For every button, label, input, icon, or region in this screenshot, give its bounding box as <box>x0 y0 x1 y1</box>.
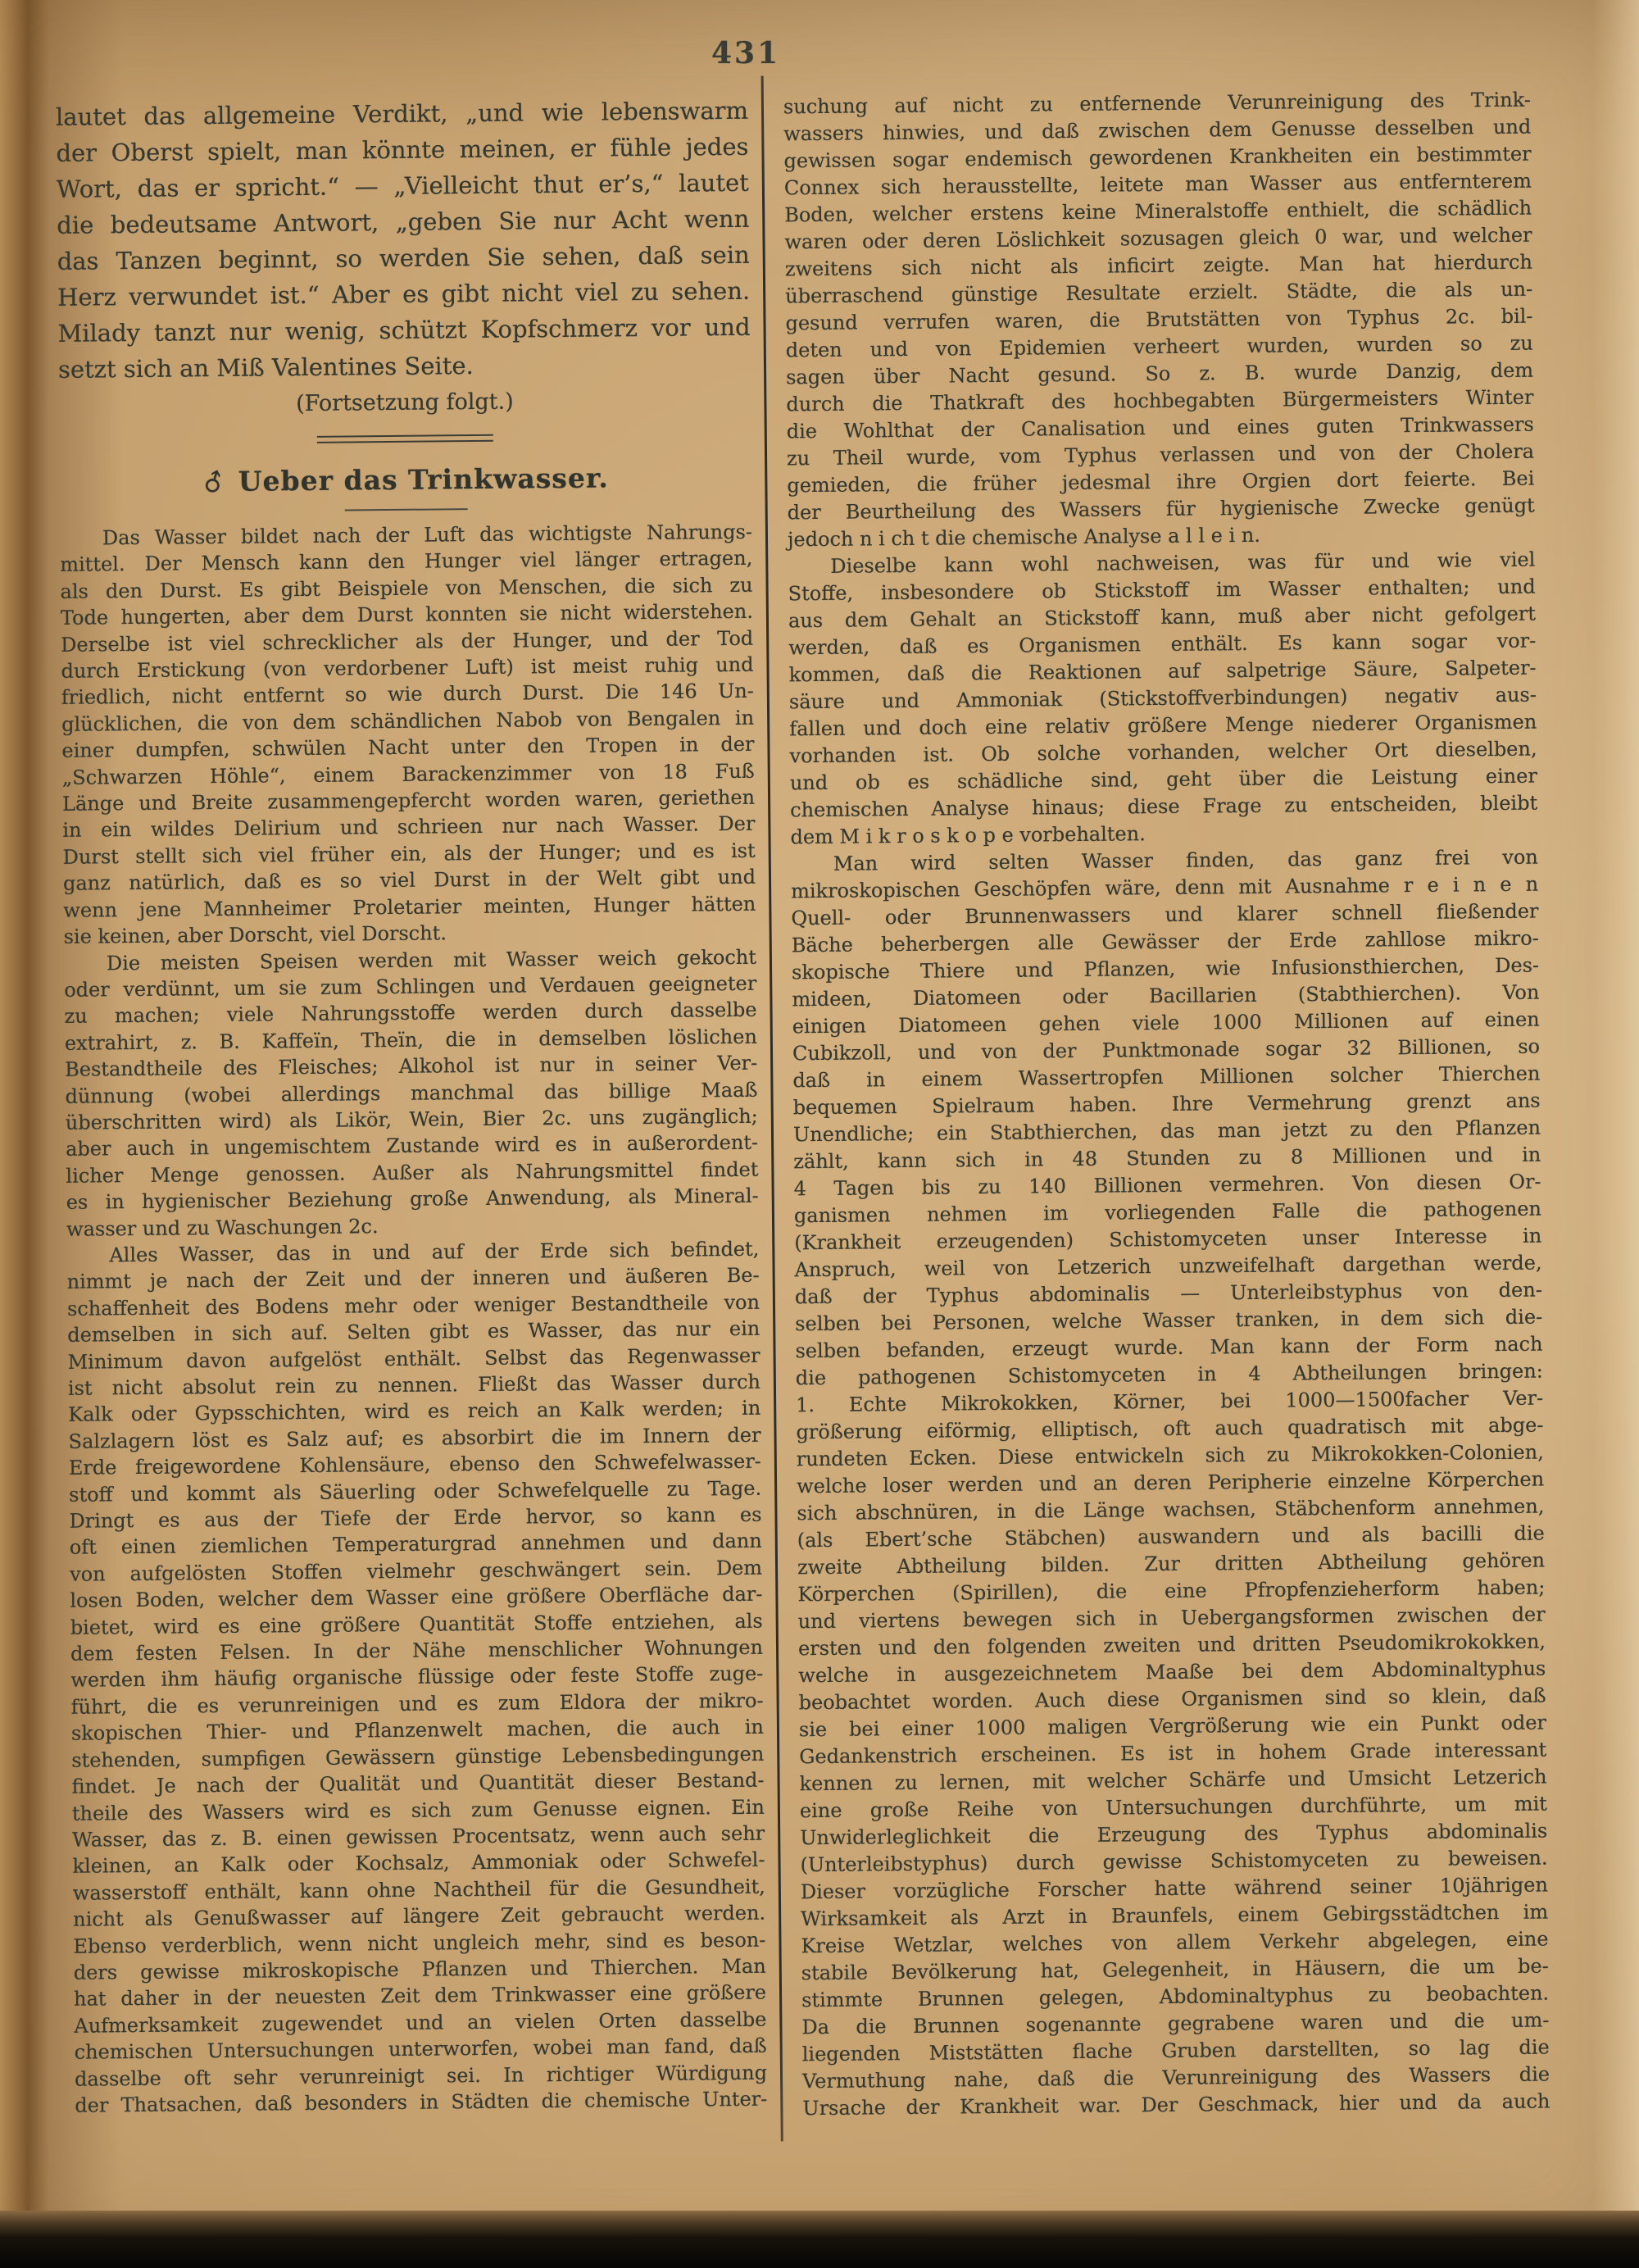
text-line: liegenden Miststätten flache Gruben darstellten, so lag die <box>801 2035 1550 2066</box>
text-line: wasserstoff enthält, kann ohne Nachtheil für die Gesundheit, <box>72 1875 765 1905</box>
text-line: nimmt je nach der Zeit und der inneren und äußeren Be- <box>66 1264 760 1294</box>
text-line: theile des Wassers wird es sich zum Genusse eignen. Ein <box>71 1795 765 1825</box>
text-line: Cubikzoll, und von der Punktmonade sogar 32 Billionen, so <box>792 1034 1541 1066</box>
article-paragraph-3 <box>66 1236 767 2119</box>
text-line: vorhanden ist. Ob solche vorhanden, welcher Ort dieselben, <box>789 737 1537 768</box>
text-line: dem festen Felsen. In der Nähe menschlicher Wohnungen <box>70 1635 764 1666</box>
text-line: schaffenheit des Bodens mehr oder weniger Bestandtheile von <box>66 1290 760 1320</box>
text-line: demselben in sich auf. Selten gibt es Wasser, das nur ein <box>67 1316 760 1348</box>
text-line: in ein wildes Delirium und schrieen nur nach Wasser. Der <box>62 812 756 843</box>
text-line: extrahirt, z. B. Kaffeïn, Theïn, die in demselben löslichen <box>64 1025 757 1055</box>
text-line: welche loser werden und an deren Peripherie einzelne Körperchen <box>796 1467 1545 1498</box>
text-line: stabile Bevölkerung hat, Gelegenheit, in Häusern, die um be- <box>801 1954 1549 1985</box>
article-paragraph-5 <box>791 844 1550 2123</box>
text-line: selben bei Personen, welche Wasser tranken, in dem sich die- <box>795 1305 1543 1336</box>
text-line: suchung auf nicht zu entfernende Verunreinigung des Trink- <box>783 88 1532 119</box>
text-line: Derselbe ist viel schrecklicher als der Hunger, und der Tod <box>61 626 754 657</box>
text-line: „Schwarzen Höhle“, einem Barackenzimmer von 18 Fuß <box>61 759 755 789</box>
mars-symbol-icon: ♂ <box>197 465 231 502</box>
text-line: aus dem Gehalt an Stickstoff kann, muß aber nicht gefolgert <box>788 602 1537 633</box>
text-line: nicht als Genußwasser auf längere Zeit gebraucht werden. <box>73 1901 766 1931</box>
text-line: Vermuthung nahe, daß die Verunreinigung des Wassers die <box>801 2062 1550 2093</box>
text-line: gesund verrufen waren, die Brutstätten von Typhus 2c. bil- <box>785 304 1533 335</box>
text-line: Dieselbe kann wohl nachweisen, was für und wie viel <box>830 548 1536 578</box>
text-line: mittel. Der Mensch kann den Hunger viel länger ertragen, <box>60 547 753 577</box>
text-line: die Wohlthat der Canalisation und eines guten Trinkwassers <box>786 412 1534 443</box>
text-line: Herz verwundet ist.“ Aber es gibt nicht viel zu sehen. <box>57 276 751 311</box>
text-line: licher Menge genossen. Außer als Nahrungsmittel findet <box>66 1157 759 1188</box>
text-line: sagen über Nacht gesund. So z. B. wurde Danzig, dem <box>786 358 1534 389</box>
text-line: (Krankheit erzeugenden) Schistomyceten unser Interesse in <box>794 1224 1542 1255</box>
text-line: Körperchen (Spirillen), die eine Pfropfenzieherform haben; <box>797 1575 1546 1607</box>
text-line: Dieser vorzügliche Forscher hatte während seiner 10jährigen <box>800 1873 1548 1904</box>
text-line: losen Boden, welcher dem Wasser eine größere Oberfläche dar- <box>70 1582 763 1613</box>
text-line: ders gewisse mikroskopische Pflanzen und Thierchen. Man <box>73 1954 766 1984</box>
text-line: wasser und zu Waschungen 2c. <box>66 1214 379 1241</box>
text-line: Minimum davon aufgelöst enthält. Selbst das Regenwasser <box>67 1343 760 1374</box>
text-line: ersten und den folgenden zweiten und dritten Pseudomikrokokken, <box>797 1629 1546 1661</box>
text-line: Tode hungerten, aber dem Durst konnten sie nicht widerstehen. <box>60 599 754 630</box>
text-line: sie keinen, aber Dorscht, viel Dorscht. <box>63 921 447 948</box>
text-line: Bäche beherbergen alle Gewässer der Erde zahllose mikro- <box>791 926 1539 957</box>
article-paragraph-3-continued <box>783 87 1535 554</box>
text-line: Das Wasser bildet nach der Luft das wichtigste Nahrungs- <box>102 520 753 550</box>
text-line: ganismen nehmen im vorliegenden Falle die pathogenen <box>793 1197 1542 1228</box>
text-line: sie bei einer 1000 maligen Vergrößerung wie ein Punkt oder <box>798 1711 1547 1742</box>
text-line: friedlich, nicht entfernt so wie durch Durst. Die 146 Un- <box>61 679 754 710</box>
text-line: Unwiderleglichkeit die Erzeugung des Typhus abdominalis <box>800 1819 1548 1850</box>
text-line: Aufmerksamkeit zugewendet und an vielen Orten dasselbe <box>74 2007 767 2038</box>
text-line: Wirksamkeit als Arzt in Braunfels, einem Gebirgsstädtchen im <box>801 1900 1549 1931</box>
text-line: zählt, kann sich in 48 Stunden zu 8 Millionen und in <box>793 1143 1541 1174</box>
article-paragraph-1 <box>60 519 756 951</box>
text-line: Stoffe, insbesondere ob Stickstoff im Wasser enthalten; und <box>788 575 1536 606</box>
text-line: Wasser, das z. B. einen gewissen Procentsatz, wenn auch sehr <box>72 1821 765 1852</box>
article-paragraph-4 <box>788 547 1537 852</box>
text-line: wassers hinwies, und daß zwischen dem Genusse desselben und <box>783 115 1532 146</box>
text-line: stimmte Brunnen gelegen, Abdominaltyphus zu beobachten. <box>801 1981 1550 2012</box>
text-line: skopischen Thier- und Pflanzenwelt machen, die auch in <box>70 1715 765 1746</box>
text-line: dasselbe oft sehr verunreinigt sei. In richtiger Würdigung <box>74 2061 768 2091</box>
text-line: sich abschnüren, in die Länge wachsen, Stäbchenform annehmen, <box>797 1494 1545 1525</box>
text-line: das Tanzen beginnt, so werden Sie sehen, daß sein <box>57 240 750 275</box>
page-number: 431 <box>711 36 781 70</box>
text-line: gewissen sogar endemisch gewordenen Krankheiten ein bestimmter <box>783 142 1532 173</box>
text-line: zu Theil wurde, vom Typhus verlassen und von der Cholera <box>786 439 1535 470</box>
text-line: bequemen Spielraum haben. Ihre Vermehrung grenzt ans <box>792 1089 1541 1120</box>
text-line: 1. Echte Mikrokokken, Körner, bei 1000—1500facher Ver- <box>796 1386 1544 1417</box>
text-line: der Oberst spielt, man könnte meinen, er fühle jedes <box>56 132 749 167</box>
text-line: welche in ausgezeichnetem Maaße bei dem Abdominaltyphus <box>798 1657 1546 1688</box>
text-line: Wort, das er spricht.“ — „Vielleicht thut er’s,“ lautet <box>56 168 750 203</box>
text-line: gemieden, die früher jedesmal ihre Orgien dort feierte. Bei <box>787 466 1535 498</box>
text-line: Bestandtheile des Fleisches; Alkohol ist nur in seiner Ver- <box>65 1051 758 1081</box>
text-line: Connex sich herausstellte, leitete man Wasser aus entfernterem <box>783 169 1532 200</box>
scan-bottom-edge <box>0 2211 1639 2268</box>
text-line: Länge und Breite zusammengepfercht worden waren, geriethen <box>61 785 756 816</box>
text-line: zweite Abtheilung bilden. Zur dritten Abtheilung gehören <box>797 1548 1546 1579</box>
text-line: findet. Je nach der Qualität und Quantität dieser Bestand- <box>71 1768 765 1798</box>
text-line: die pathogenen Schistomyceten in 4 Abtheilungen bringen: <box>795 1359 1543 1390</box>
text-line: waren oder deren Löslichkeit sozusagen gleich 0 war, und welcher <box>784 223 1532 254</box>
text-line: stoff und kommt als Säuerling oder Schwefelquelle zu Tage. <box>69 1476 762 1507</box>
text-line: oft einen ziemlichen Temperaturgrad annehmen und dann <box>69 1529 762 1560</box>
text-line: Salzlagern löst es Salz auf; es absorbirt die im Innern der <box>68 1423 761 1453</box>
text-line: durch Erstickung (von verdorbener Luft) ist meist ruhig und <box>61 652 754 683</box>
text-line: Man wird selten Wasser finden, das ganz frei von <box>833 845 1538 875</box>
text-line: und ob es schädliche sind, geht über die Leistung einer <box>789 764 1537 795</box>
text-line: dem M i k r o s k o p e vorbehalten. <box>790 822 1146 849</box>
text-line: einigen Diatomeen gehen viele 1000 Millionen auf einen <box>792 1007 1540 1039</box>
text-line: Erde freigewordene Kohlensäure, ebenso den Schwefelwasser- <box>68 1449 761 1480</box>
text-line: eine große Reihe von Untersuchungen durchführte, um mit <box>799 1792 1548 1823</box>
text-line: chemischen Untersuchungen unterworfen, wobei man fand, daß <box>74 2034 767 2064</box>
text-line: Boden, welcher erstens keine Mineralstoffe enthielt, die schädlich <box>784 196 1532 227</box>
text-line: glücklichen, die von dem schändlichen Nabob von Bengalen in <box>61 706 755 736</box>
text-line: aber auch in ungemischtem Zustande wird es in außerordent- <box>66 1131 759 1161</box>
text-line: kommen, daß die Reaktionen auf salpetrige Säure, Salpeter- <box>788 656 1537 687</box>
text-line: ist nicht absolut rein zu nennen. Fließt das Wasser durch <box>67 1370 761 1400</box>
text-line: hat daher in der neuesten Zeit dem Trinkwasser eine größere <box>73 1981 767 2011</box>
text-line: Quell- oder Brunnenwassers und klarer schnell fließender <box>791 899 1539 930</box>
text-line: mikroskopischen Geschöpfen wäre, denn mit Ausnahme r e i n e n <box>791 872 1539 903</box>
text-line: Ebenso verderblich, wenn nicht ungleich mehr, sind es beson- <box>73 1928 766 1958</box>
text-line: (Unterleibstyphus) durch gewisse Schistomyceten zu beweisen. <box>800 1846 1548 1877</box>
text-line: zweitens sich nicht als inficirt zeigte. Man hat hierdurch <box>784 250 1532 281</box>
text-line: von aufgelösten Stoffen vielmehr geschwängert sein. Dem <box>69 1556 763 1586</box>
text-line: setzt sich an Miß Valentines Seite. <box>57 352 474 384</box>
article-paragraph-2 <box>64 943 759 1243</box>
section-divider-rule <box>317 434 493 443</box>
text-line: Alles Wasser, das in und auf der Erde sich befindet, <box>109 1237 760 1267</box>
story-end-paragraph <box>56 93 751 388</box>
text-line: säure und Ammoniak (Stickstoffverbindungen) negativ aus- <box>788 683 1537 714</box>
text-line: Kalk oder Gypsschichten, wird es reich an Kalk werden; in <box>68 1397 761 1427</box>
text-line: kennen zu lernen, mit welcher Schärfe und Umsicht Letzerich <box>799 1765 1547 1796</box>
text-line: daß der Typhus abdominalis — Unterleibstyphus von den- <box>794 1278 1542 1309</box>
text-line: und viertens bewegen sich in Uebergangsformen zwischen der <box>797 1602 1546 1634</box>
text-line: ganz natürlich, daß es so viel Durst in der Welt gibt und <box>62 866 756 896</box>
divider-line-top <box>317 434 493 438</box>
text-line: skopische Thiere und Pflanzen, wie Infusionsthierchen, Des- <box>791 953 1540 984</box>
text-line: rundeten Ecken. Diese entwickeln sich zu Mikrokokken-Colonien, <box>796 1440 1544 1471</box>
text-line: führt, die es verunreinigen und es zum Eldora der mikro- <box>70 1689 764 1719</box>
text-line: Unendliche; ein Stabthierchen, das man jetzt zu den Pflanzen <box>792 1116 1541 1147</box>
text-line: Gedankenstrich erscheinen. Es ist in hohem Grade interessant <box>799 1738 1547 1769</box>
text-line: fallen und doch eine relativ größere Menge niederer Organismen <box>789 710 1537 741</box>
text-line: durch die Thatkraft des hochbegabten Bürgermeisters Winter <box>786 385 1534 416</box>
text-line: chemischen Analyse hinaus; diese Frage zu entscheiden, bleibt <box>790 791 1538 822</box>
text-line: lautet das allgemeine Verdikt, „und wie lebenswarm <box>55 96 749 131</box>
text-line: Durst stellt sich viel früher ein, als der Hunger; und es ist <box>62 839 756 869</box>
text-line: die bedeutsame Antwort, „geben Sie nur Acht wenn <box>57 204 750 239</box>
text-line: Ursache der Krankheit war. Der Geschmack, hier und da auch <box>802 2089 1550 2120</box>
text-line: als den Durst. Es gibt Beispiele von Menschen, die sich zu <box>60 573 753 603</box>
text-line: einer dumpfen, schwülen Nacht unter den Tropen in der <box>61 732 755 763</box>
left-column <box>56 93 768 2119</box>
title-underline-rule <box>344 508 467 511</box>
text-line: oder verdünnt, um sie zum Schlingen und Verdauen geeigneter <box>64 971 757 1002</box>
text-line: dünnung (wobei allerdings manchmal das billige Maaß <box>65 1078 758 1108</box>
divider-line-bottom <box>317 440 493 443</box>
text-line: Da die Brunnen sogenannte gegrabene waren und die um- <box>801 2008 1550 2039</box>
text-line: Die meisten Speisen werden mit Wasser weich gekocht <box>106 945 757 975</box>
text-line: der Beurtheilung des Wassers für hygienische Zwecke genügt <box>787 493 1535 525</box>
text-line: jedoch n i ch t die chemische Analyse a l l e i n. <box>787 523 1261 552</box>
text-line: deten und von Epidemien verheert wurden, wurden so zu <box>785 331 1533 362</box>
continuation-note: (Fortsetzung folgt.) <box>296 389 514 417</box>
text-line: 4 Tagen bis zu 140 Billionen vermehren. Von diesen Or- <box>793 1170 1541 1201</box>
text-line: kleinen, an Kalk oder Kochsalz, Ammoniak oder Schwefel- <box>72 1848 765 1879</box>
text-line: stehenden, sumpfigen Gewässern günstige Lebensbedingungen <box>71 1742 765 1772</box>
text-line: zu machen; viele Nahrungsstoffe werden durch dasselbe <box>64 998 757 1029</box>
text-line: werden ihm häufig organische flüssige oder feste Stoffe zuge- <box>70 1662 764 1693</box>
right-column <box>783 87 1550 2123</box>
text-line: Milady tanzt nur wenig, schützt Kopfschmerz vor und <box>57 312 751 348</box>
text-line: werden, daß es Organismen enthält. Es kann sogar vor- <box>788 629 1537 660</box>
text-line: Dringt es aus der Tiefe der Erde hervor, so kann es <box>69 1502 762 1533</box>
article-title <box>59 461 751 502</box>
text-line: der Thatsachen, daß besonders in Städten die chemische Unter- <box>75 2087 768 2117</box>
text-line: es in hygienischer Beziehung große Anwendung, als Mineral- <box>66 1184 759 1214</box>
text-line: wenn jene Mannheimer Proletarier meinten, Hunger hätten <box>63 892 756 922</box>
text-line: bietet, wird es eine größere Quantität Stoffe entziehen, als <box>70 1609 763 1639</box>
text-line: überschritten wird) als Likör, Wein, Bier 2c. uns zugänglich; <box>65 1104 758 1134</box>
text-line: größerung eiförmig, elliptisch, oft auch quadratisch mit abge- <box>796 1413 1544 1444</box>
text-line: mideen, Diatomeen oder Bacillarien (Stabthierchen). Von <box>792 980 1540 1011</box>
text-line: daß in einem Wassertropfen Millionen solcher Thierchen <box>792 1061 1541 1093</box>
article-title-text: Ueber das Trinkwasser. <box>238 461 609 498</box>
text-line: überraschend günstige Resultate erzielt. Städte, die als un- <box>785 277 1533 308</box>
text-line: beobachtet worden. Auch diese Organismen sind so klein, daß <box>798 1684 1546 1715</box>
text-line: Anspruch, weil von Letzerich unzweifelhaft dargethan werde, <box>794 1251 1542 1282</box>
text-line: Kreise Wetzlar, welches von allem Verkehr abgelegen, eine <box>801 1927 1549 1958</box>
text-line: selben befanden, erzeugt wurde. Man kann der Form nach <box>795 1332 1543 1363</box>
text-line: (als Ebert’sche Stäbchen) auswandern und als bacilli die <box>797 1521 1545 1552</box>
